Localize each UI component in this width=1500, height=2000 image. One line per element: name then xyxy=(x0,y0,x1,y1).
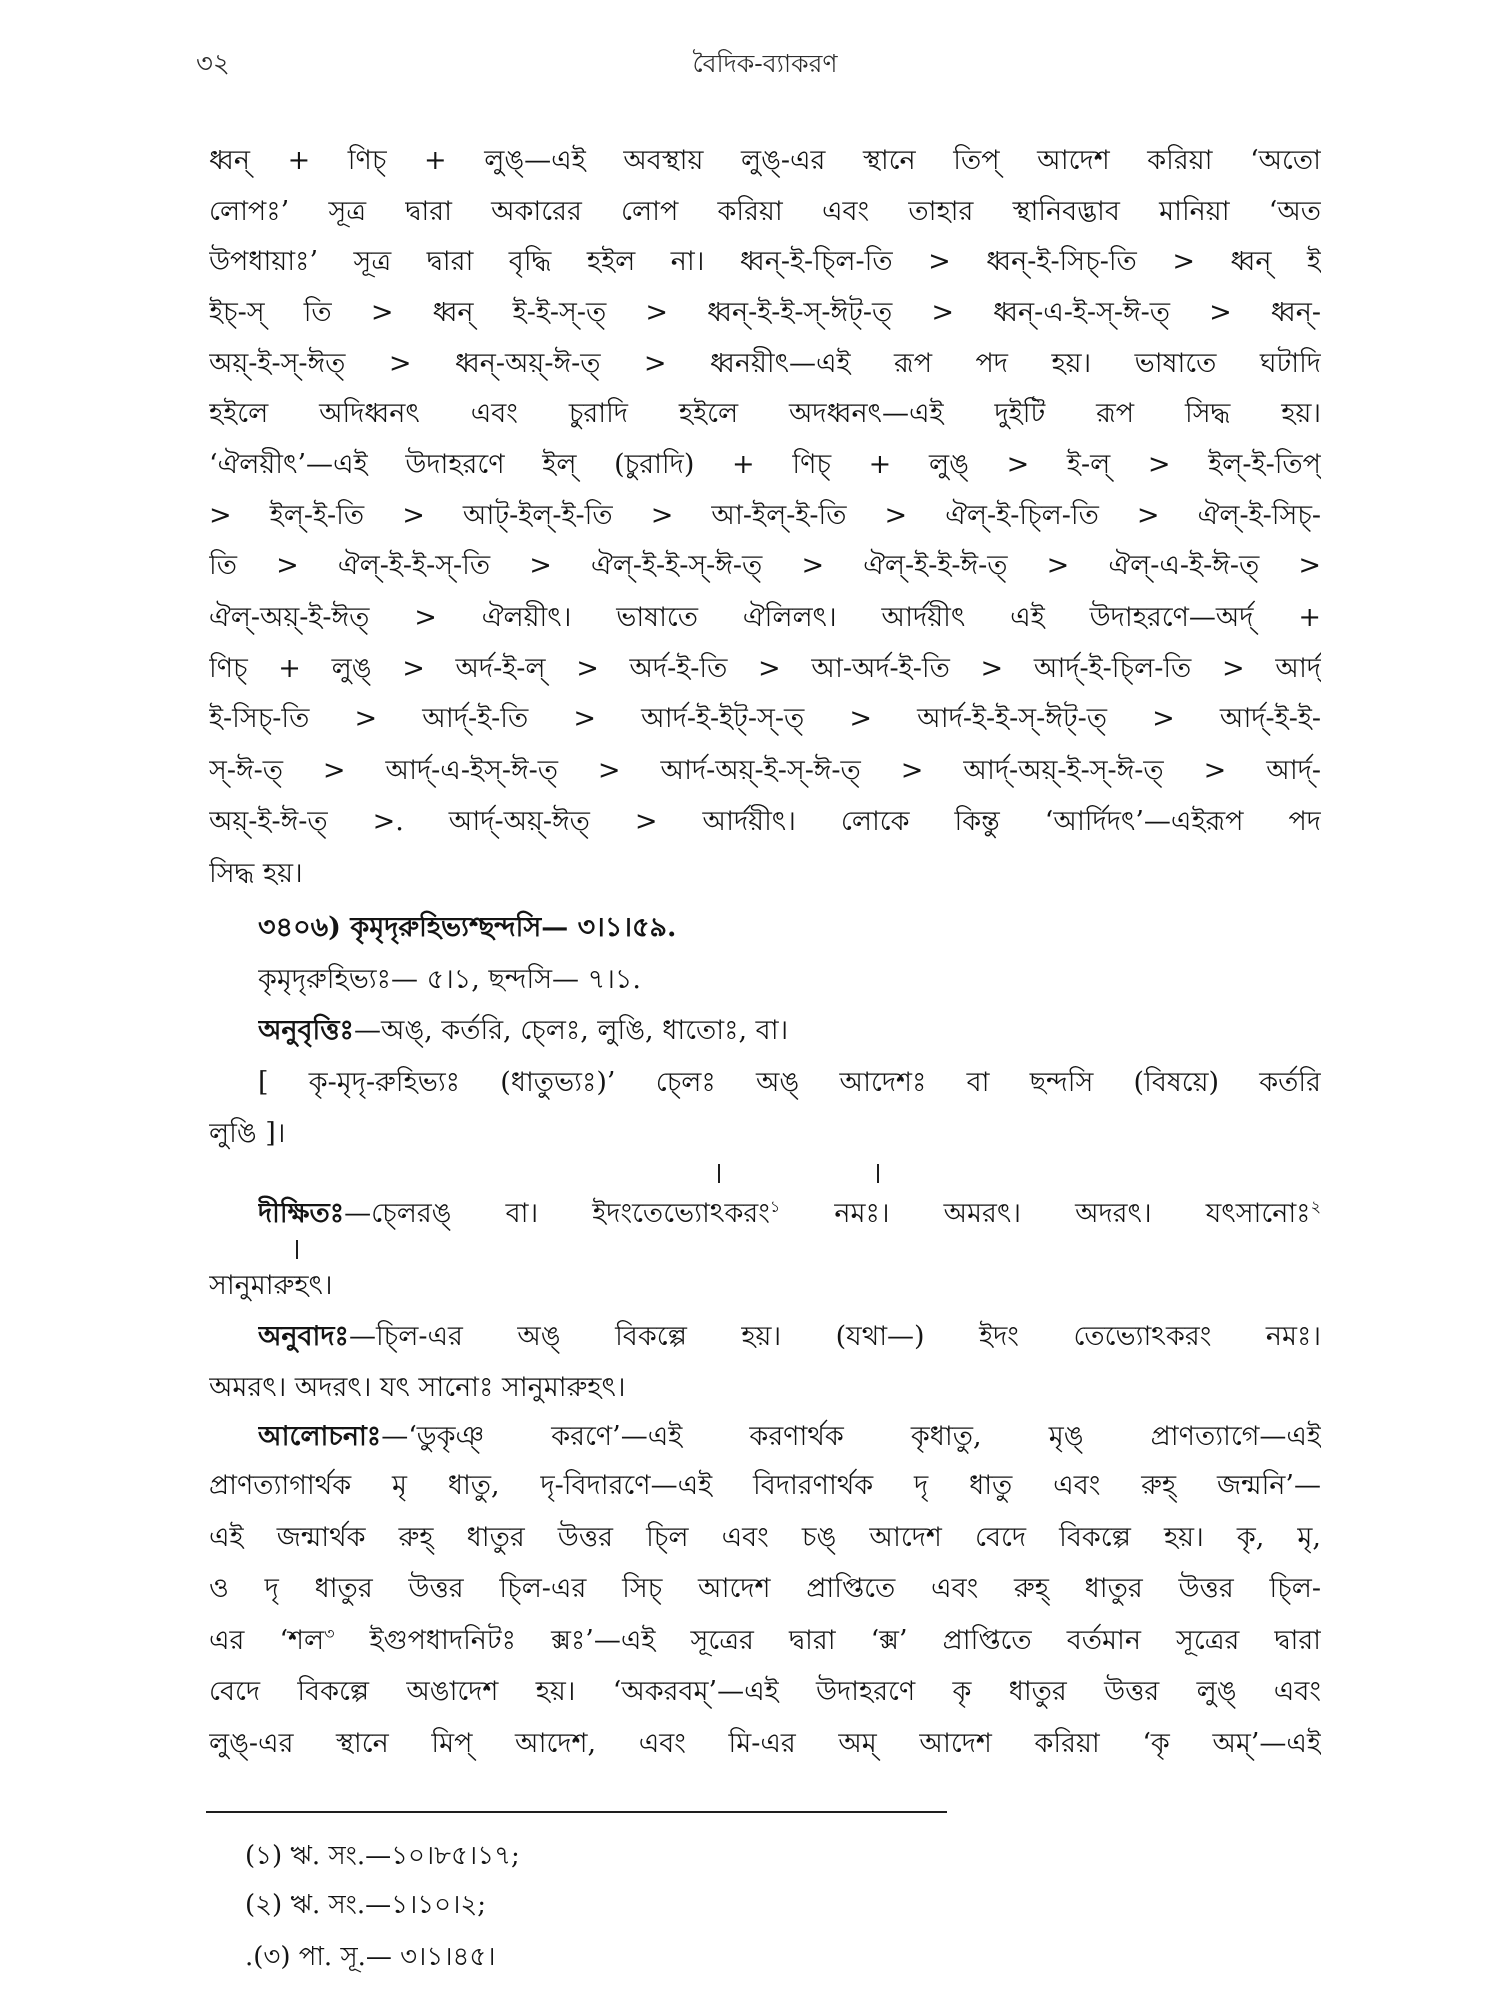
dikshita-line: সানুমারুহৎ। xyxy=(209,1270,333,1301)
anuvada-line xyxy=(258,1317,1321,1357)
alochana-text: এর ‘শল xyxy=(209,1625,325,1656)
anuvritti-label: অনুবৃত্তিঃ xyxy=(258,1015,354,1046)
alochana-text: ইগুপধাদনিটঃ ক্সঃ’—এই সূত্রের দ্বারা ‘ক্স’ প্রাপ্তিতে বর্তমান সূত্রের দ্বারা xyxy=(334,1625,1321,1656)
alochana-line: লুঙ্-এর স্থানে মিপ্ আদেশ, এবং মি-এর অম্ আদেশ করিয়া ‘কৃ অম্’—এই xyxy=(209,1728,1321,1759)
anuvada-line: অমরৎ। অদরৎ। যৎ সানোঃ সানুমারুহৎ। xyxy=(209,1372,626,1403)
vritti-line: [ কৃ-মৃদৃ-রুহিভ্যঃ (ধাতুভ্যঃ)’ চ্লেঃ অঙ্ আদেশঃ বা ছন্দসি (বিষয়ে) কর্তরি xyxy=(258,1067,1321,1098)
alochana-line: প্রাণত্যাগার্থক মৃ ধাতু, দৃ-বিদারণে—এই বিদারণার্থক দৃ ধাতু এবং রুহ্ জন্মনি’— xyxy=(209,1470,1321,1501)
dikshita-label: দীক্ষিতঃ xyxy=(258,1198,345,1229)
body-line: অয়্-ই-ঈ-ত্ >. আর্দ্-অয়্-ঈত্ > আর্দয়ীৎ। লোকে কিন্তু ‘আর্দিদৎ’—এইরূপ পদ xyxy=(209,806,1321,837)
vritti-line: লুঙি ]। xyxy=(209,1118,286,1149)
alochana-line: বেদে বিকল্পে অঙাদেশ হয়। ‘অকরবম্’—এই উদাহরণে কৃ ধাতুর উত্তর লুঙ্ এবং xyxy=(209,1676,1321,1707)
body-line: হইলে অদিধ্বনৎ এবং চুরাদি হইলে অদধ্বনৎ—এই দুইটি রূপ সিদ্ধ হয়। xyxy=(209,398,1321,429)
body-line: তি > ঐল্-ই-ই-স্-তি > ঐল্-ই-ই-স্-ঈ-ত্ > ঐল্-ই-ই-ঈ-ত্ > ঐল্-এ-ই-ঈ-ত্ > xyxy=(209,550,1321,581)
sutra-heading: ৩৪০৬) কৃমৃদৃরুহিভ্যশ্ছন্দসি— ৩।১।৫৯. xyxy=(258,912,677,943)
anuvada-text: —চ্লি-এর অঙ্ বিকল্পে হয়। (যথা—) ইদং তেভ্যোঽকরং নমঃ। xyxy=(348,1321,1321,1352)
svara-accent-mark xyxy=(877,1164,879,1183)
anuvritti-text: —অঙ্, কর্তরি, চ্লেঃ, লুঙি, ধাতোঃ, বা। xyxy=(353,1015,789,1046)
alochana-text: —‘ডুকৃঞ্ করণে’—এই করণার্থক কৃধাতু, মৃঙ্ প্রাণত্যাগে—এই xyxy=(381,1421,1321,1452)
svara-accent-mark xyxy=(296,1240,298,1259)
footnote: (২) ঋ. সং.—১।১০।২; xyxy=(245,1890,487,1920)
footnote-marker: ২ xyxy=(1310,1197,1321,1216)
body-line: ই-সিচ্-তি > আর্দ্-ই-তি > আর্দ-ই-ইট্-স্-ত্ > আর্দ-ই-ই-স্-ঈট্-ত্ > আর্দ্-ই-ই- xyxy=(209,703,1321,734)
anuvritti-line xyxy=(258,1011,1321,1051)
page-number: ৩২ xyxy=(196,49,230,79)
body-line: সিদ্ধ হয়। xyxy=(209,858,303,889)
body-line: > ইল্-ই-তি > আট্-ইল্-ই-তি > আ-ইল্-ই-তি > ঐল্-ই-চ্লি-তি > ঐল্-ই-সিচ্- xyxy=(209,500,1321,531)
footnote-marker: ১ xyxy=(769,1197,781,1216)
body-line: উপধায়াঃ’ সূত্র দ্বারা বৃদ্ধি হইল না। ধ্বন্-ই-চ্লি-তি > ধ্বন্-ই-সিচ্-তি > ধ্বন্ ই xyxy=(209,246,1321,277)
footnote: (১) ঋ. সং.—১০।৮৫।১৭; xyxy=(245,1841,520,1871)
dikshita-text: নমঃ। অমরৎ। অদরৎ। যৎসানোঃ xyxy=(780,1198,1311,1229)
body-line: ণিচ্ + লুঙ্ > অর্দ-ই-ল্ > অর্দ-ই-তি > আ-অর্দ-ই-তি > আর্দ্-ই-চ্লি-তি > আর্দ্ xyxy=(209,653,1321,684)
alochana-line xyxy=(209,1621,1321,1661)
body-line: ইচ্-স্ তি > ধ্বন্ ই-ই-স্-ত্ > ধ্বন্-ই-ই-স্-ঈট্-ত্ > ধ্বন্-এ-ই-স্-ঈ-ত্ > ধ্বন্- xyxy=(209,297,1321,328)
body-line: স্-ঈ-ত্ > আর্দ্-এ-ইস্-ঈ-ত্ > আর্দ-অয়্-ই-স্-ঈ-ত্ > আর্দ্-অয়্-ই-স্-ঈ-ত্ > আর্দ্- xyxy=(209,755,1321,786)
svara-accent-mark xyxy=(718,1164,720,1183)
alochana-line: ও দৃ ধাতুর উত্তর চ্লি-এর সিচ্ আদেশ প্রাপ্তিতে এবং রুহ্ ধাতুর উত্তর চ্লি- xyxy=(209,1573,1321,1604)
footnote: .(৩) পা. সূ.— ৩।১।৪৫। xyxy=(245,1942,496,1972)
anuvada-label: অনুবাদঃ xyxy=(258,1321,349,1352)
footnote-divider xyxy=(206,1811,947,1813)
body-line: ঐল্-অয়্-ই-ঈত্ > ঐলয়ীৎ। ভাষাতে ঐলিলৎ। আর্দয়ীৎ এই উদাহরণে—অর্দ্ + xyxy=(209,602,1321,633)
alochana-label: আলোচনাঃ xyxy=(258,1421,382,1452)
body-line: ‘ঐলয়ীৎ’—এই উদাহরণে ইল্ (চুরাদি) + ণিচ্ + লুঙ্ > ই-ল্ > ইল্-ই-তিপ্ xyxy=(209,449,1321,480)
body-line: ধ্বন্ + ণিচ্ + লুঙ্—এই অবস্থায় লুঙ্-এর স্থানে তিপ্ আদেশ করিয়া ‘অতো xyxy=(209,145,1321,176)
running-title: বৈদিক-ব্যাকরণ xyxy=(692,49,838,78)
footnote-marker: ৩ xyxy=(324,1624,335,1643)
body-line: লোপঃ’ সূত্র দ্বারা অকারের লোপ করিয়া এবং তাহার স্থানিবদ্ভাব মানিয়া ‘অত xyxy=(209,196,1321,227)
dikshita-text: —চ্লেরঙ্ বা। ইদংতেভ্যোঽকরং xyxy=(344,1198,770,1229)
alochana-line: এই জন্মার্থক রুহ্ ধাতুর উত্তর চ্লি এবং চঙ্ আদেশ বেদে বিকল্পে হয়। কৃ, মৃ, xyxy=(209,1522,1321,1553)
alochana-line xyxy=(258,1417,1321,1457)
sutra-pada-vibhakti: কৃমৃদৃরুহিভ্যঃ— ৫।১, ছন্দসি— ৭।১. xyxy=(258,964,641,995)
body-line: অয়্-ই-স্-ঈত্ > ধ্বন্-অয়্-ঈ-ত্ > ধ্বনয়ীৎ—এই রূপ পদ হয়। ভাষাতে ঘটাদি xyxy=(209,348,1321,379)
dikshita-line xyxy=(258,1194,1321,1234)
